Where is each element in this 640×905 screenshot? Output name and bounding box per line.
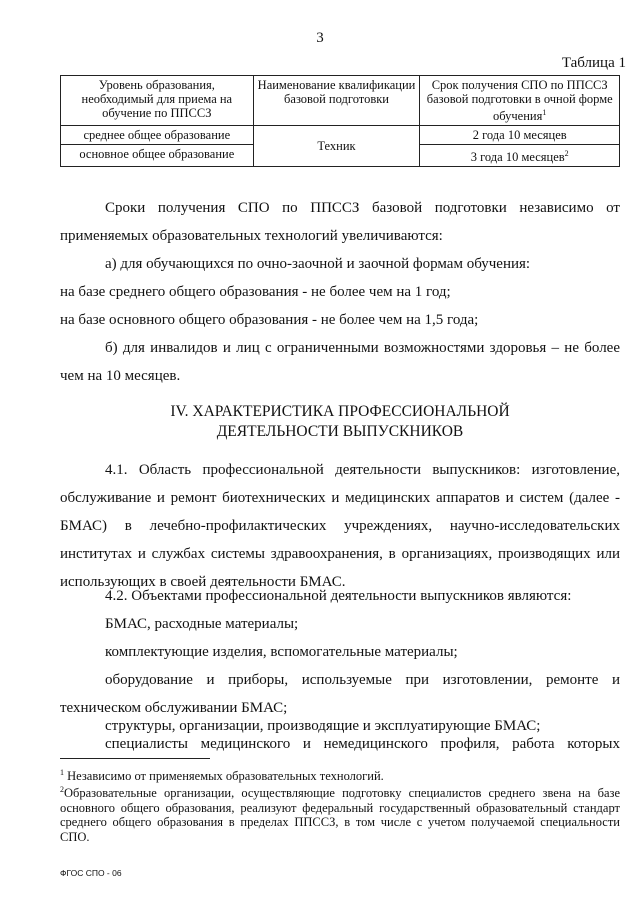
list-item: БМАС, расходные материалы;: [105, 616, 299, 632]
header-education-level: Уровень образования, необходимый для приема на обучение по ППССЗ: [61, 76, 254, 126]
cell-level-basic: основное общее образование: [61, 145, 254, 167]
footnote-1: $^1$ Независимо от применяемых образовательных технологий.: [60, 768, 384, 784]
paragraph-4-1: 4.1. Область профессиональной деятельности выпускников: изготовление, обслуживание и ремонт биотехнических и медицинских аппаратов и систем (далее - БМАС) в лечебно-профилактических учреждениях, научно-исследовательских институтах и службах системы здравоохранения, в организациях, производящих или использующих в своей деятельности БМАС.: [60, 462, 620, 590]
cell-term-basic: 3 года 10 месяцев$^2$: [420, 145, 620, 167]
paragraph-secondary-base: на базе среднего общего образования - не более чем на 1 год;: [60, 284, 451, 300]
section-heading: [60, 402, 620, 442]
list-item: специалисты медицинского и немедицинского профиля, работа которых: [105, 736, 620, 752]
list-item: комплектующие изделия, вспомогательные материалы;: [105, 644, 458, 660]
footnote-ref-1: 1: [542, 108, 547, 117]
duration-table: [60, 75, 620, 167]
list-item: структуры, организации, производящие и эксплуатирующие БМАС;: [105, 718, 541, 734]
paragraph-item-b: б) для инвалидов и лиц с ограниченными возможностями здоровья – не более чем на 10 месяцев.: [60, 340, 620, 384]
header-qualification: Наименование квалификации базовой подготовки: [253, 76, 420, 126]
footnote-2: $^2$Образовательные организации, осуществляющие подготовку специалистов среднего звена на базе основного общего образования, реализуют федеральный государственный образовательный стандарт среднего общего образования в пределах ППССЗ, в том числе с учетом получаемой специальности СПО.: [60, 785, 620, 844]
footnote-ref-2: 2: [564, 149, 569, 159]
paragraph-basic-base: на базе основного общего образования - не более чем на 1,5 года;: [60, 312, 479, 328]
page-number: 3: [316, 30, 324, 46]
header-term: Срок получения СПО по ППССЗ базовой подготовки в очной форме обучения$^1$: [420, 76, 620, 126]
table-header-row: [61, 76, 620, 126]
cell-level-secondary: среднее общее образование: [61, 126, 254, 145]
footnote-divider: [60, 758, 210, 759]
section-heading-line2: ДЕЯТЕЛЬНОСТИ ВЫПУСКНИКОВ: [216, 423, 464, 440]
table-label: Таблица 1: [561, 55, 626, 71]
cell-term-secondary: 2 года 10 месяцев: [420, 126, 620, 145]
footer-code: ФГОС СПО - 06: [60, 868, 122, 878]
paragraph-terms-intro: Сроки получения СПО по ППССЗ базовой подготовки независимо от применяемых образовательных технологий увеличиваются:: [60, 200, 620, 244]
paragraph-item-a: а) для обучающихся по очно-заочной и заочной формам обучения:: [105, 256, 531, 272]
list-item: оборудование и приборы, используемые при изготовлении, ремонте и техническом обслуживании БМАС;: [60, 672, 620, 716]
section-heading-line1: IV. ХАРАКТЕРИСТИКА ПРОФЕССИОНАЛЬНОЙ: [170, 403, 510, 420]
cell-qualification: Техник: [253, 126, 420, 167]
paragraph-4-2: 4.2. Объектами профессиональной деятельности выпускников являются:: [105, 588, 572, 604]
table-row: [61, 126, 620, 145]
